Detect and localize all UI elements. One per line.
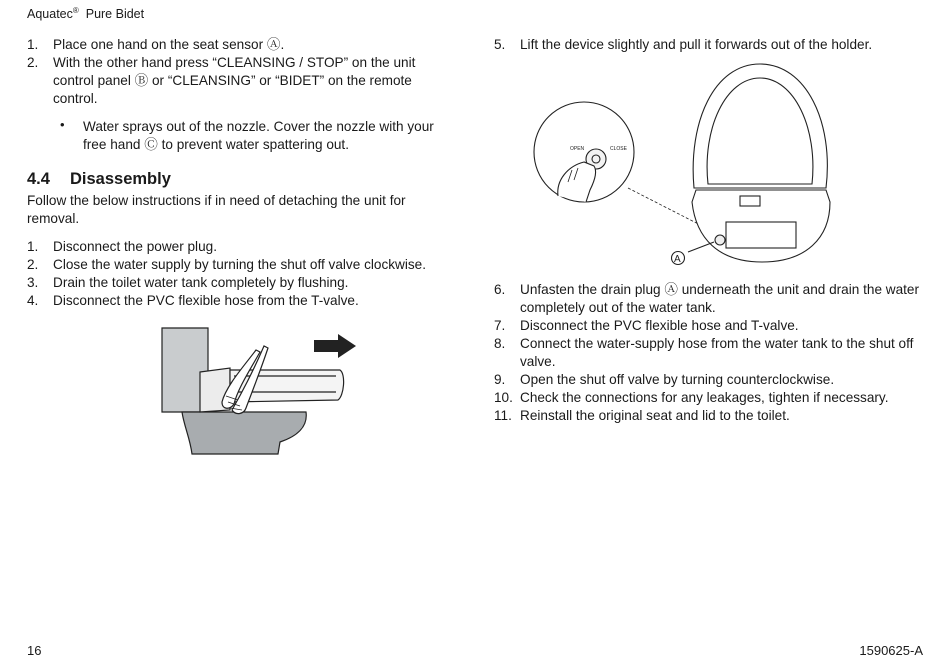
list-item [494,281,924,317]
item-number: 1. [27,37,39,52]
item-number: 9. [494,372,506,387]
item-text: Disconnect the power plug. [53,239,217,254]
bullet-item [27,118,457,154]
list-item [494,389,924,407]
dial-close-label: CLOSE [610,146,627,152]
right-column [494,36,924,54]
item-number: 5. [494,37,506,52]
item-number: 4. [27,293,39,308]
drain-plug [715,235,725,245]
item-text: Close the water supply by turning the shut off valve clockwise. [53,257,427,272]
dial-open-label: OPEN [570,146,585,152]
item-text: Reinstall the original seat and lid to the toilet. [520,408,790,423]
list-item [27,274,457,292]
page-header [27,6,144,21]
brand-name: Aquatec [27,7,73,22]
bullet-text: Water sprays out of the nozzle. Cover the nozzle with your free hand Ⓒ to prevent water spattering out. [83,119,434,152]
item-text: Unfasten the drain plug Ⓐ underneath the unit and drain the water completely out of the water tank. [520,282,920,315]
list-item [494,407,924,425]
item-number: 11. [494,408,512,423]
item-text: Drain the toilet water tank completely by flushing. [53,275,349,290]
left-column [27,36,457,310]
list-item [494,317,924,335]
list-item [494,36,924,54]
item-number: 7. [494,318,506,333]
item-number: 6. [494,282,506,297]
list-item [27,36,457,54]
page-number: 16 [27,643,42,658]
item-text: With the other hand press “CLEANSING / STOP” on the unit control panel Ⓑ or “CLEANSING” or “BIDET” on the remote control. [53,55,416,106]
bidet-unit-underside [692,190,830,262]
section-title: Disassembly [70,170,171,188]
arrow-right-icon [314,334,356,358]
item-number: 8. [494,336,506,351]
item-number: 10. [494,390,513,405]
list-item [27,256,457,274]
item-text: Open the shut off valve by turning counterclockwise. [520,372,835,387]
item-number: 1. [27,239,39,254]
right-steps [494,281,924,425]
item-text: Place one hand on the seat sensor Ⓐ. [53,37,285,52]
toilet-bowl [182,412,306,454]
bullet-symbol: • [60,117,65,132]
list-item [494,371,924,389]
section-heading [27,170,457,188]
item-number: 3. [27,275,39,290]
drain-plug-illustration [528,62,848,270]
item-text: Disconnect the PVC flexible hose from the T-valve. [53,293,359,308]
label-a: A [674,254,681,265]
document-number: 1590625-A [859,643,923,658]
product-title: Pure Bidet [85,7,145,22]
item-text: Check the connections for any leakages, tighten if necessary. [520,390,889,405]
list-item [27,238,457,256]
section-intro: Follow the below instructions if in need of detaching the unit for removal. [27,193,406,226]
section-number: 4.4 [27,170,50,188]
item-text: Connect the water-supply hose from the water tank to the shut off valve. [520,336,914,369]
registered-mark: ® [72,6,79,15]
list-item [27,292,457,310]
item-text: Disconnect the PVC flexible hose and T-valve. [520,318,799,333]
item-number: 2. [27,257,39,272]
item-number: 2. [27,55,39,70]
item-text: Lift the device slightly and pull it forwards out of the holder. [520,37,873,52]
list-item [27,54,457,108]
bidet-removal-illustration [160,326,360,456]
list-item [494,335,924,371]
